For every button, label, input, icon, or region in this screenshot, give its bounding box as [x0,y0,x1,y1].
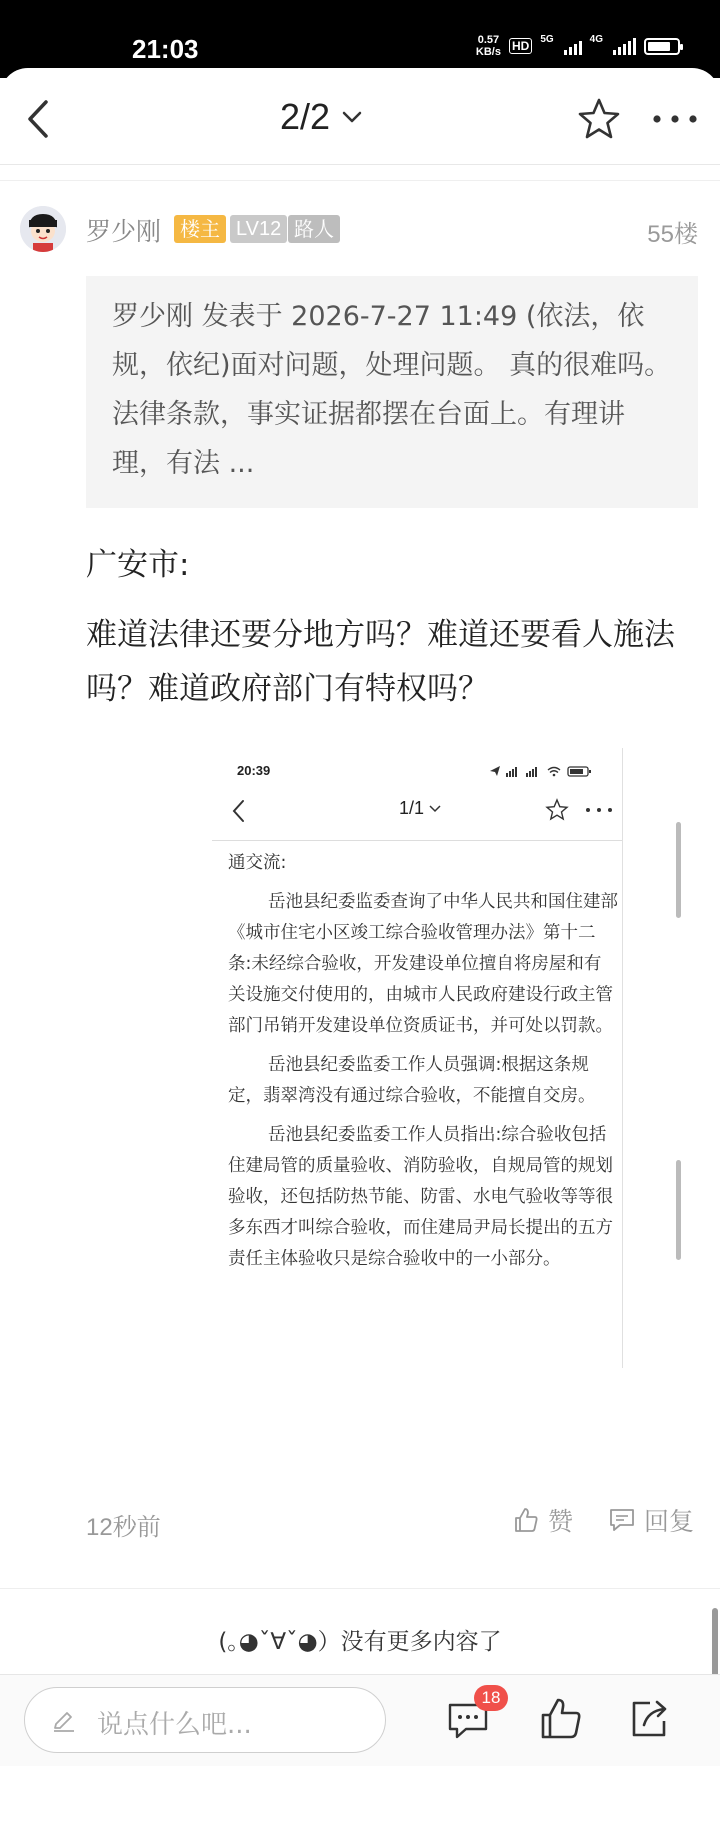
embedded-status-icons [488,764,608,778]
signal-icon [564,37,582,55]
sim1-label: 5G [540,34,554,45]
embedded-scrollbar-2 [676,1160,681,1260]
post-sheet [0,68,720,1777]
quote-block[interactable]: 罗少刚 发表于 2026-7-27 11:49 (依法，依规，依纪)面对问题，处理问题。 真的很难吗。 法律条款，事实证据都摆在台面上。有理讲理，有法 ... [86,276,698,508]
post-text: 难道法律还要分地方吗？难道还要看人施法吗？难道政府部门有特权吗？ [86,617,675,707]
status-icons [476,34,680,58]
owner-badge: 楼主 [174,215,226,243]
embedded-title: 1/1 [399,798,441,819]
page-selector[interactable] [280,96,364,138]
avatar-image [20,206,66,252]
thumbs-up-icon[interactable] [538,1695,584,1743]
like-label: 赞 [548,1507,574,1536]
comment-input[interactable] [24,1687,386,1753]
level-badge: LV12 [230,215,287,243]
hd-icon: HD [509,38,532,54]
status-time: 21:03 [132,34,199,64]
post-text-line: 广安市: [86,547,190,583]
embedded-back-icon [226,796,252,826]
author-name[interactable]: 罗少刚 [86,217,162,246]
avatar[interactable] [20,206,66,252]
no-more-content: (｡◕ˇ∀ˇ◕）没有更多内容了 [218,1629,502,1655]
divider [0,1588,720,1589]
sim2-label: 4G [589,34,603,45]
embedded-more-icon [584,804,614,816]
like-button[interactable] [512,1502,573,1538]
embedded-text: 通交流: 岳池县纪委监委查询了中华人民共和国住建部《城市住宅小区竣工综合验收管理办法》第十二条:未经综合验收，开发建设单位擅自将房屋和有关设施交付使用的，由城市人民政府建设行政主管部门吊销开发建设单位资质证书，并可处以罚款。 岳池县纪委监委工作人员强调:根据这条规定，翡翠湾没有通过综合验收，不能擅自交房。 岳池县纪委监委工作人员指出:综合验收包括住建局管的质量验收、消防验收，自规局管的规划验收，还包括防热节能、防雷、水电气验收等等很多东西才叫综合验收，而住建局尹局长提出的五方责任主体验收只是综合验收中的一小部分。 [228,853,618,1269]
comment-placeholder: 说点什么吧... [97,1710,252,1740]
pencil-icon [51,1708,77,1734]
embedded-status-time: 20:39 [237,763,271,778]
comment-icon [608,1506,636,1534]
battery-icon [644,38,680,55]
chevron-down-icon [340,105,364,129]
embedded-star-icon [545,798,569,822]
reply-label: 回复 [644,1507,695,1536]
reply-button[interactable] [608,1502,694,1538]
comment-count-badge: 18 [474,1685,508,1711]
more-icon[interactable] [648,94,702,144]
chevron-left-icon[interactable] [14,92,68,146]
star-icon[interactable] [574,94,624,144]
nav-bar [0,68,720,168]
network-speed: 0.57 KB/s [475,34,501,58]
empty-area [0,1766,720,1845]
embedded-chevron-down-icon [429,804,441,814]
floor-number: 55楼 [647,221,698,248]
status-bar [0,0,720,78]
thumbs-up-icon [512,1506,540,1534]
divider [0,180,720,181]
embedded-scrollbar [676,822,681,918]
bottom-bar [0,1674,720,1767]
signal-icon-2 [613,37,636,55]
embedded-edge [622,748,623,1368]
page-scrollbar [712,1608,718,1678]
post-time: 12秒前 [86,1514,161,1541]
divider [0,164,720,165]
embedded-divider [212,840,622,841]
page-title: 2/2 [280,96,331,137]
share-icon[interactable] [626,1695,672,1743]
post-image[interactable] [212,748,628,1372]
title-badge: 路人 [288,215,340,243]
